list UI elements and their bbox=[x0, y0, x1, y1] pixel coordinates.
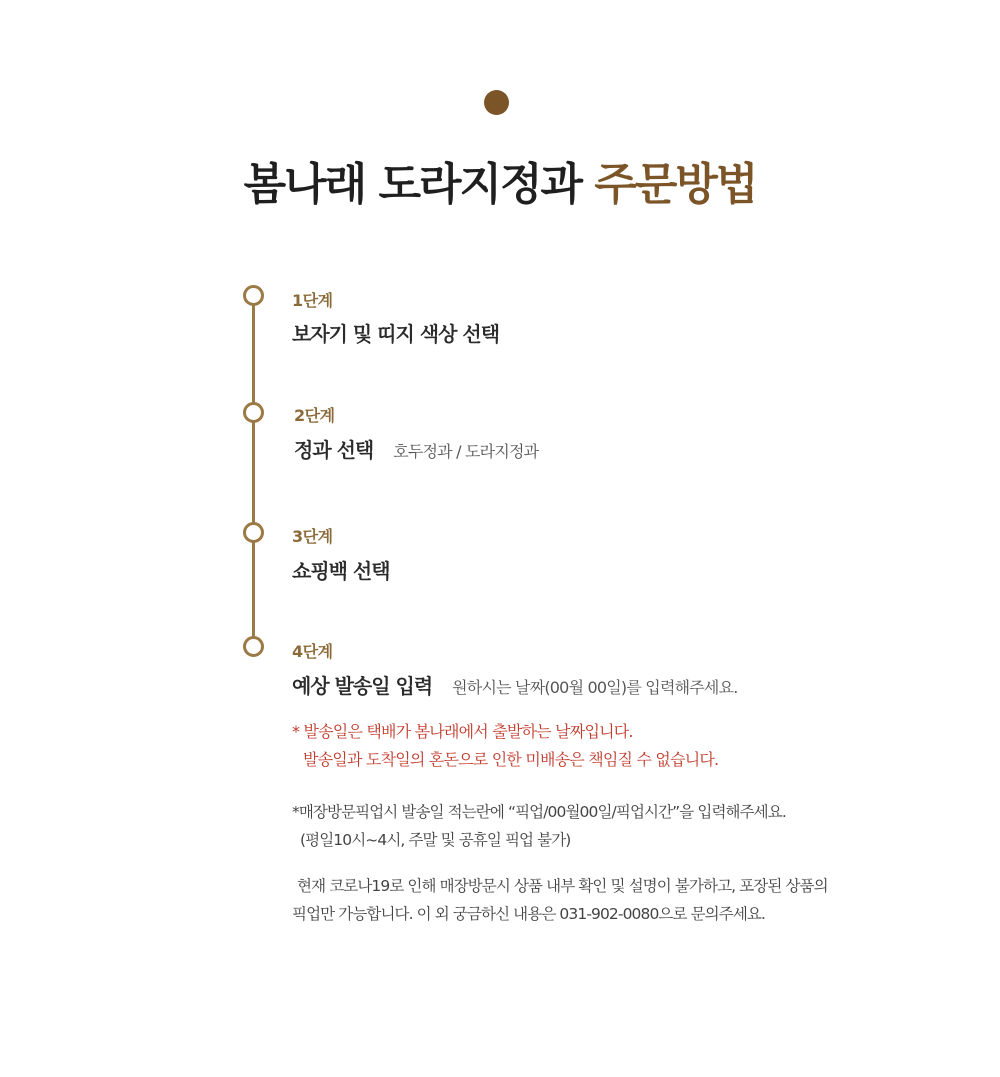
covid-notice bbox=[292, 872, 828, 928]
page-title-main: 봄나래 도라지정과 bbox=[243, 159, 581, 210]
covid-notice-line-1: 현재 코로나19로 인해 매장방문시 상품 내부 확인 및 설명이 불가하고, 포장된 상품의 bbox=[297, 877, 828, 895]
step-2-title-row bbox=[294, 434, 538, 463]
pickup-line-2: (평일10시~4시, 주말 및 공휴일 픽업 불가) bbox=[300, 831, 571, 849]
step-2-label: 2단계 bbox=[294, 406, 335, 425]
page-title bbox=[0, 148, 1000, 212]
step-1-title: 보자기 및 띠지 색상 선택 bbox=[292, 322, 500, 346]
shipping-warning-line-1: * 발송일은 택배가 봄나래에서 출발하는 날짜입니다. bbox=[292, 722, 633, 741]
step-1-label: 1단계 bbox=[292, 291, 333, 310]
step-4-title-row bbox=[292, 670, 738, 699]
step-3-label: 3단계 bbox=[292, 527, 333, 546]
step-2-title: 정과 선택 bbox=[294, 438, 374, 462]
covid-notice-line-2: 픽업만 가능합니다. 이 외 궁금하신 내용은 031-902-0080으로 문의주세요. bbox=[292, 905, 765, 923]
header-dot-icon bbox=[484, 90, 509, 115]
step-2-note: 호두정과 / 도라지정과 bbox=[393, 442, 539, 461]
page-title-accent: 주문방법 bbox=[594, 159, 757, 210]
step-4-label: 4단계 bbox=[292, 642, 333, 661]
step-4-note: 원하시는 날짜(00월 00일)를 입력해주세요. bbox=[452, 678, 738, 697]
timeline-line bbox=[252, 296, 255, 647]
shipping-warning-line-2: 발송일과 도착일의 혼돈으로 인한 미배송은 책임질 수 없습니다. bbox=[303, 750, 719, 769]
step-4-title: 예상 발송일 입력 bbox=[292, 674, 433, 698]
pickup-instructions bbox=[292, 798, 786, 854]
step-3-title: 쇼핑백 선택 bbox=[292, 559, 390, 583]
shipping-warning bbox=[292, 718, 718, 774]
step-4-node-icon bbox=[243, 636, 264, 657]
step-3-node-icon bbox=[243, 522, 264, 543]
pickup-line-1: *매장방문픽업시 발송일 적는란에 “픽업/00월00일/픽업시간”을 입력해주세요. bbox=[292, 803, 786, 821]
step-1-node-icon bbox=[243, 285, 264, 306]
step-2-node-icon bbox=[243, 402, 264, 423]
